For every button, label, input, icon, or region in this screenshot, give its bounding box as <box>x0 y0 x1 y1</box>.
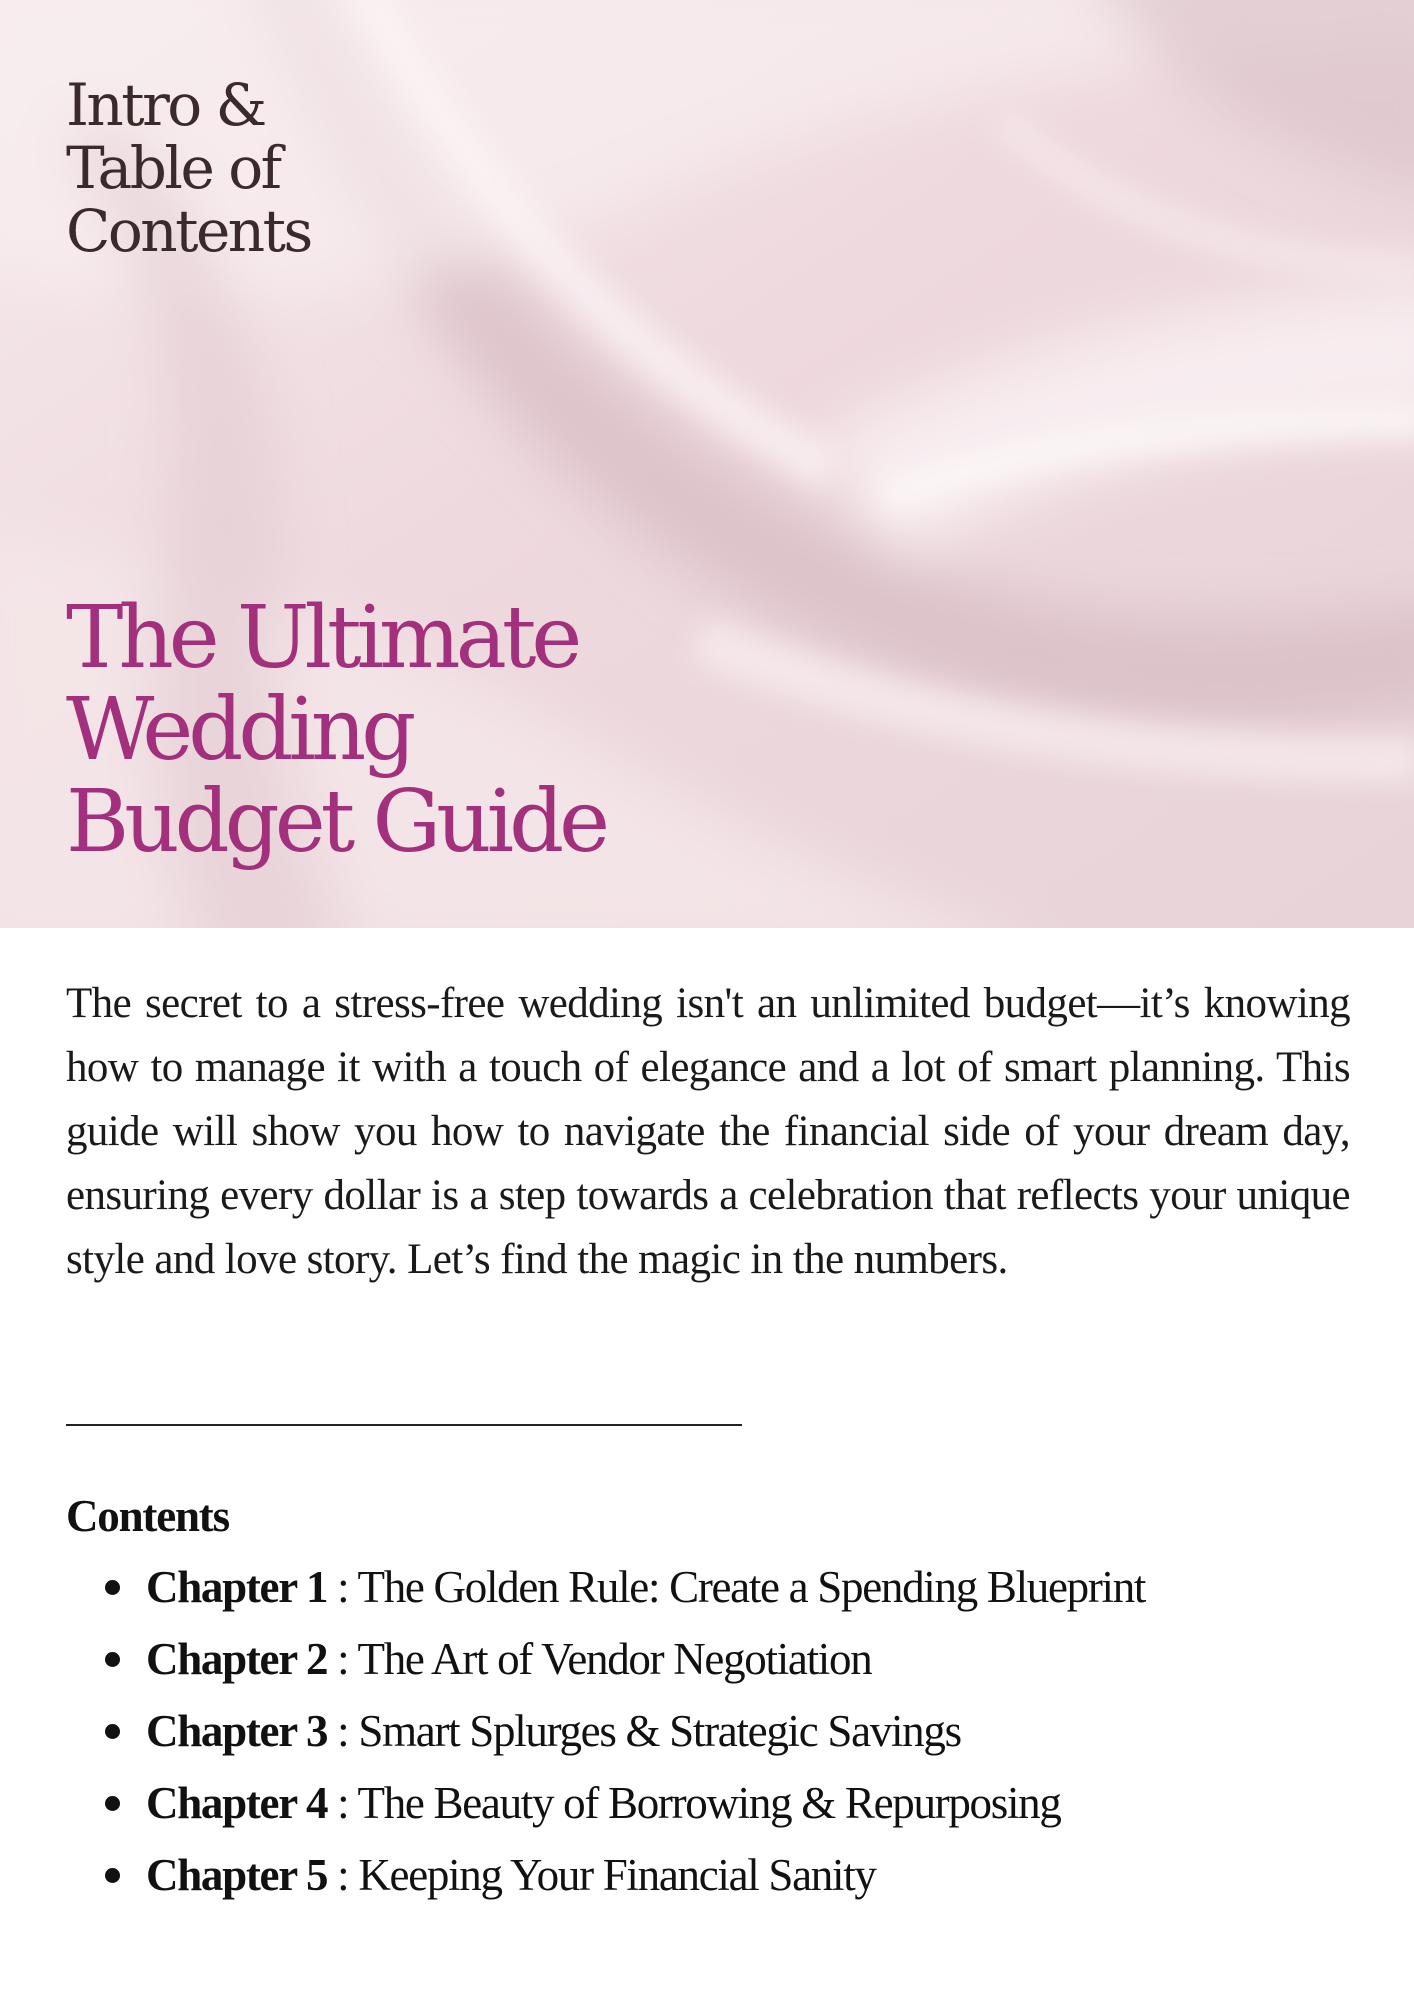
bullet-icon <box>105 1652 120 1667</box>
toc-item-chapter-5 <box>66 1839 1366 1911</box>
chapter-number: Chapter 2 <box>146 1634 328 1684</box>
bullet-icon <box>105 1580 120 1595</box>
chapter-separator: : <box>327 1850 359 1900</box>
chapter-number: Chapter 3 <box>146 1706 328 1756</box>
table-of-contents <box>66 1551 1366 1911</box>
chapter-separator: : <box>327 1706 359 1756</box>
chapter-title: Keeping Your Financial Sanity <box>358 1850 876 1900</box>
bullet-icon <box>105 1796 120 1811</box>
toc-item-chapter-1 <box>66 1551 1366 1623</box>
chapter-separator: : <box>327 1634 358 1684</box>
bullet-icon <box>105 1724 120 1739</box>
hero-banner <box>0 0 1414 928</box>
chapter-number: Chapter 4 <box>146 1778 328 1828</box>
section-label: Intro & Table of Contents <box>66 71 311 265</box>
bullet-icon <box>105 1868 120 1883</box>
chapter-title: Smart Splurges & Strategic Savings <box>358 1706 961 1756</box>
chapter-number: Chapter 1 <box>146 1562 328 1612</box>
chapter-title: The Golden Rule: Create a Spending Blueprint <box>357 1562 1146 1612</box>
section-divider <box>66 1424 742 1426</box>
toc-item-chapter-4 <box>66 1767 1366 1839</box>
chapter-separator: : <box>327 1562 358 1612</box>
toc-item-chapter-3 <box>66 1695 1366 1767</box>
page-title: The Ultimate Wedding Budget Guide <box>66 588 606 872</box>
toc-item-chapter-2 <box>66 1623 1366 1695</box>
chapter-title: The Beauty of Borrowing & Repurposing <box>357 1778 1061 1828</box>
chapter-title: The Art of Vendor Negotiation <box>357 1634 872 1684</box>
chapter-number: Chapter 5 <box>146 1850 328 1900</box>
contents-heading: Contents <box>66 1491 229 1541</box>
chapter-separator: : <box>327 1778 358 1828</box>
intro-paragraph: The secret to a stress-free wedding isn't an unlimited budget—it’s knowing how to manage it with a touch of elegance and a lot of smart planning. This guide will show you how to navigate the financial side of your dream day, ensuring every dollar is a step towards a celebration that reflects your unique style and love story. Let’s find the magic in the numbers. <box>66 980 1350 1283</box>
